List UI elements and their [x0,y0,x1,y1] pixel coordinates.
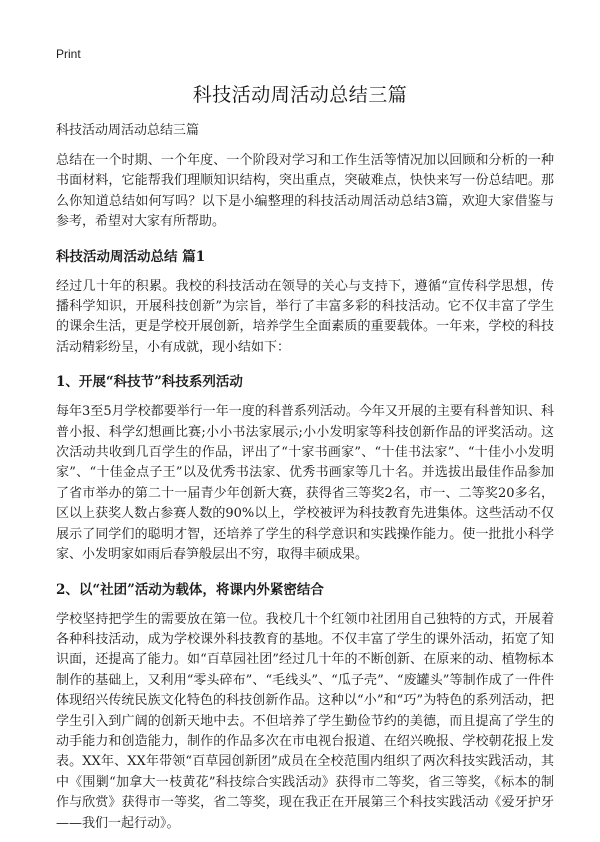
print-link[interactable]: Print [56,47,81,61]
section1-paragraph: 每年3至5月学校都要举行一年一度的科普系列活动。今年又开展的主要有科普知识、科普小报、科学幻想画比赛;小小书法家展示;小小发明家等科技创新作品的评奖活动。这次活动共收到几百学生的作品，评出了“十家书画家”、“十佳书法家”、“十佳小小发明家”、“十佳金点子王”以及优秀书法家、优秀书画家等几十名。并选拔出最佳作品参加了省市举办的第二十一届青少年创新大赛，获得省三等奖2名，市一、二等奖20多名，区以上获奖人数占参赛人数的90%以上，学校被评为科技教育先进集体。这些活动不仅展示了同学们的聪明才智，还培养了学生的科学意识和实践操作能力。使一批批小科学家、小发明家如雨后春笋般层出不穷，取得丰硕成果。 [56,404,554,563]
section2-heading: 2、以“社团”活动为载体，将课内外紧密结合 [56,581,324,598]
page-title: 科技活动周活动总结三篇 [192,84,408,106]
section2-paragraph: 学校坚持把学生的需要放在第一位。我校几十个红领巾社团用自己独特的方式，开展着各种科技活动，成为学校课外科技教育的基地。不仅丰富了学生的课外活动，拓宽了知识面，还提高了能力。如“百草园社团”经过几十年的不断创新、在原来的动、植物标本制作的基础上，又利用“零头碎布”、“毛线头”、“瓜子壳”、“废罐头”等制作成了一件件体现绍兴传统民族文化特色的科技创新作品。这种以“小”和“巧”为特色的系列活动，把学生引入到广阔的创新天地中去。不但培养了学生勤俭节约的美德，而且提高了学生的动手能力和创造能力，制作的作品多次在市电视台报道、在绍兴晚报、学校朝花报上发表。XX年、XX年带领“百草园创新团”成员在全校范围内组织了两次科技实践活动，其中《围剿“加拿大一枝黄花”科技综合实践活动》获得市二等奖，省三等奖，《标本的制作与欣赏》获得市一等奖，省二等奖，现在我正在开展第三个科技实践活动《爱牙护牙——我们一起行动》。 [56,611,554,831]
piece1-intro-paragraph: 经过几十年的积累。我校的科技活动在领导的关心与支持下，遵循“宣传科学思想，传播科学知识，开展科技创新”为宗旨，举行了丰富多彩的科技活动。它不仅丰富了学生的课余生活，更是学校开展创新，培养学生全面素质的重要载体。一年来，学校的科技活动精彩纷呈，小有成就，现小结如下： [56,278,554,355]
section1-heading: 1、开展“科技节”科技系列活动 [56,374,243,391]
document-body [56,121,554,842]
intro-paragraph: 总结在一个时期、一个年度、一个阶段对学习和工作生活等情况加以回顾和分析的一种书面材料，它能帮我们理顺知识结构，突出重点，突破难点，快快来写一份总结吧。那么你知道总结如何写吗？以下是小编整理的科技活动周活动总结3篇，欢迎大家借鉴与参考，希望对大家有所帮助。 [56,153,554,230]
document-subtitle: 科技活动周活动总结三篇 [56,123,200,138]
piece1-heading: 科技活动周活动总结 篇1 [56,248,206,265]
